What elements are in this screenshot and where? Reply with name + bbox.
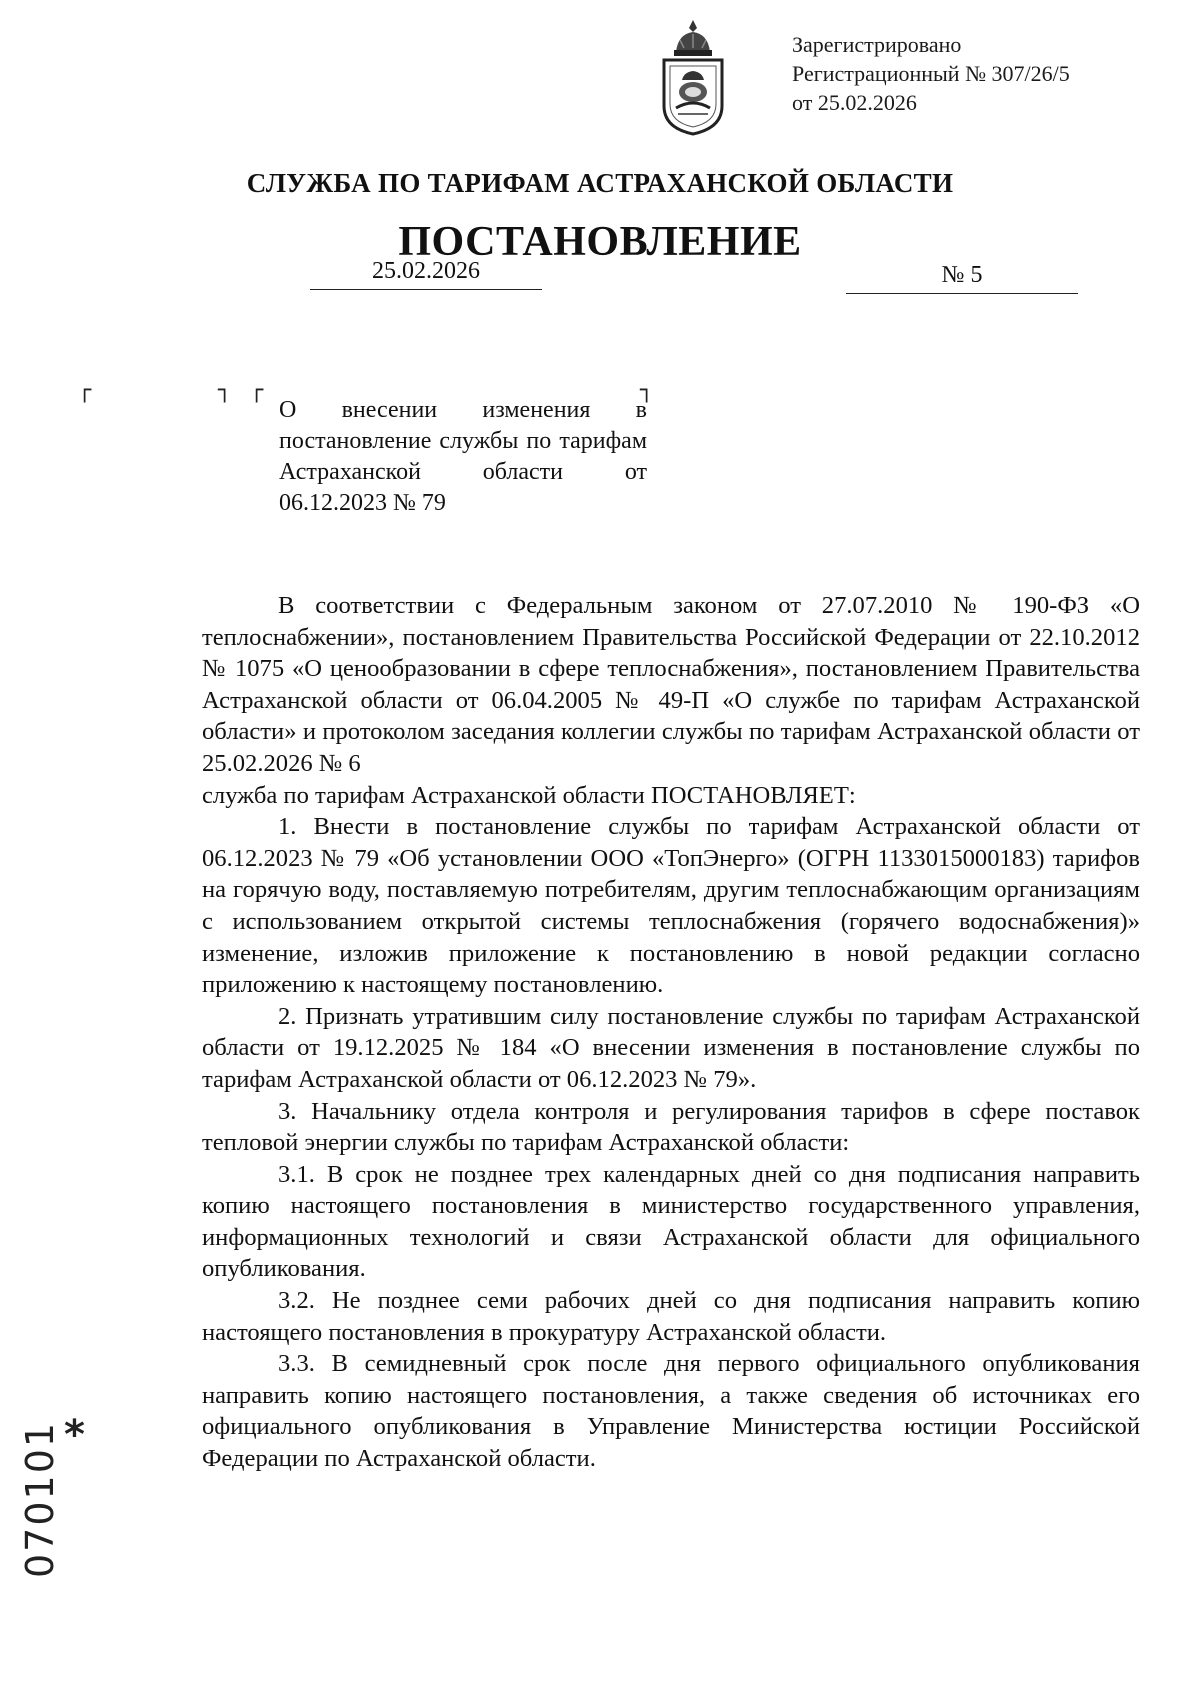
document-number: № 5 [846,262,1078,294]
corner-mark-top-left: ┌ [250,378,264,403]
registration-number: Регистрационный № 307/26/5 [792,61,1070,86]
clause-3-1: 3.1. В срок не позднее трех календарных дней со дня подписания направить копию настоящего постановления в министерство государственного управления, информационных технологий и связи Астраханской области для официального опубликования. [202,1160,1140,1283]
corner-mark-top-left: ┌ [78,378,92,403]
preamble-paragraph: В соответствии с Федеральным законом от 27.07.2010 № 190-ФЗ «О теплоснабжении», постановлением Правительства Российской Федерации от 22.10.2012 № 1075 «О ценообразовании в сфере теплоснабжения», постановлением Правительства Астраханской области от 06.04.2005 № 49-П «О службе по тарифам Астраханской области» и протоколом заседания коллегии службы по тарифам Астраханской области от 25.02.2026 № 6 [202,592,1140,777]
corner-mark-top-right: ┐ [640,378,654,403]
clause-3: 3. Начальнику отдела контроля и регулирования тарифов в сфере поставок тепловой энергии службы по тарифам Астраханской области: [202,1097,1140,1157]
document-date: 25.02.2026 [310,258,542,290]
clause-3-2: 3.2. Не позднее семи рабочих дней со дня подписания направить копию настоящего постановления в прокуратуру Астраханской области. [202,1287,1140,1346]
registration-label: Зарегистрировано [792,32,962,57]
side-mark-number: 070101 [18,1420,62,1578]
corner-mark-top-right: ┐ [218,378,232,403]
document-body [202,590,1140,1475]
clause-2: 2. Признать утратившим силу постановление службы по тарифам Астраханской области от 19.12.2025 № 184 «О внесении изменения в постановление службы по тарифам Астраханской области от 06.12.2023 № 79». [202,1002,1140,1093]
side-mark-symbol: * [64,1412,85,1458]
clause-3-3: 3.3. В семидневный срок после дня первого официального опубликования направить копию настоящего постановления, а также сведения об источниках его официального опубликования в Управление Министерства юстиции Российской Федерации по Астраханской области. [202,1350,1140,1473]
registration-date: от 25.02.2026 [792,90,917,115]
document-subject: О внесении изменения в постановление службы по тарифам Астраханской области от 06.12.2023 № 79 [279,397,647,516]
document-type: ПОСТАНОВЛЕНИЕ [398,219,802,265]
resolution-clause: служба по тарифам Астраханской области ПОСТАНОВЛЯЕТ: [202,781,856,809]
clause-1: 1. Внести в постановление службы по тарифам Астраханской области от 06.12.2023 № 79 «Об установлении ООО «ТопЭнерго» (ОГРН 1133015000183) тарифов на горячую воду, поставляемую потребителям, другим теплоснабжающим организациям с использованием открытой системы теплоснабжения (горячего водоснабжения)» изменение, изложив приложение к постановлению в новой редакции согласно приложению к настоящему постановлению. [202,813,1140,999]
registration-stamp [792,30,1070,117]
coat-of-arms-icon [654,18,732,138]
agency-title: СЛУЖБА ПО ТАРИФАМ АСТРАХАНСКОЙ ОБЛАСТИ [246,168,954,198]
